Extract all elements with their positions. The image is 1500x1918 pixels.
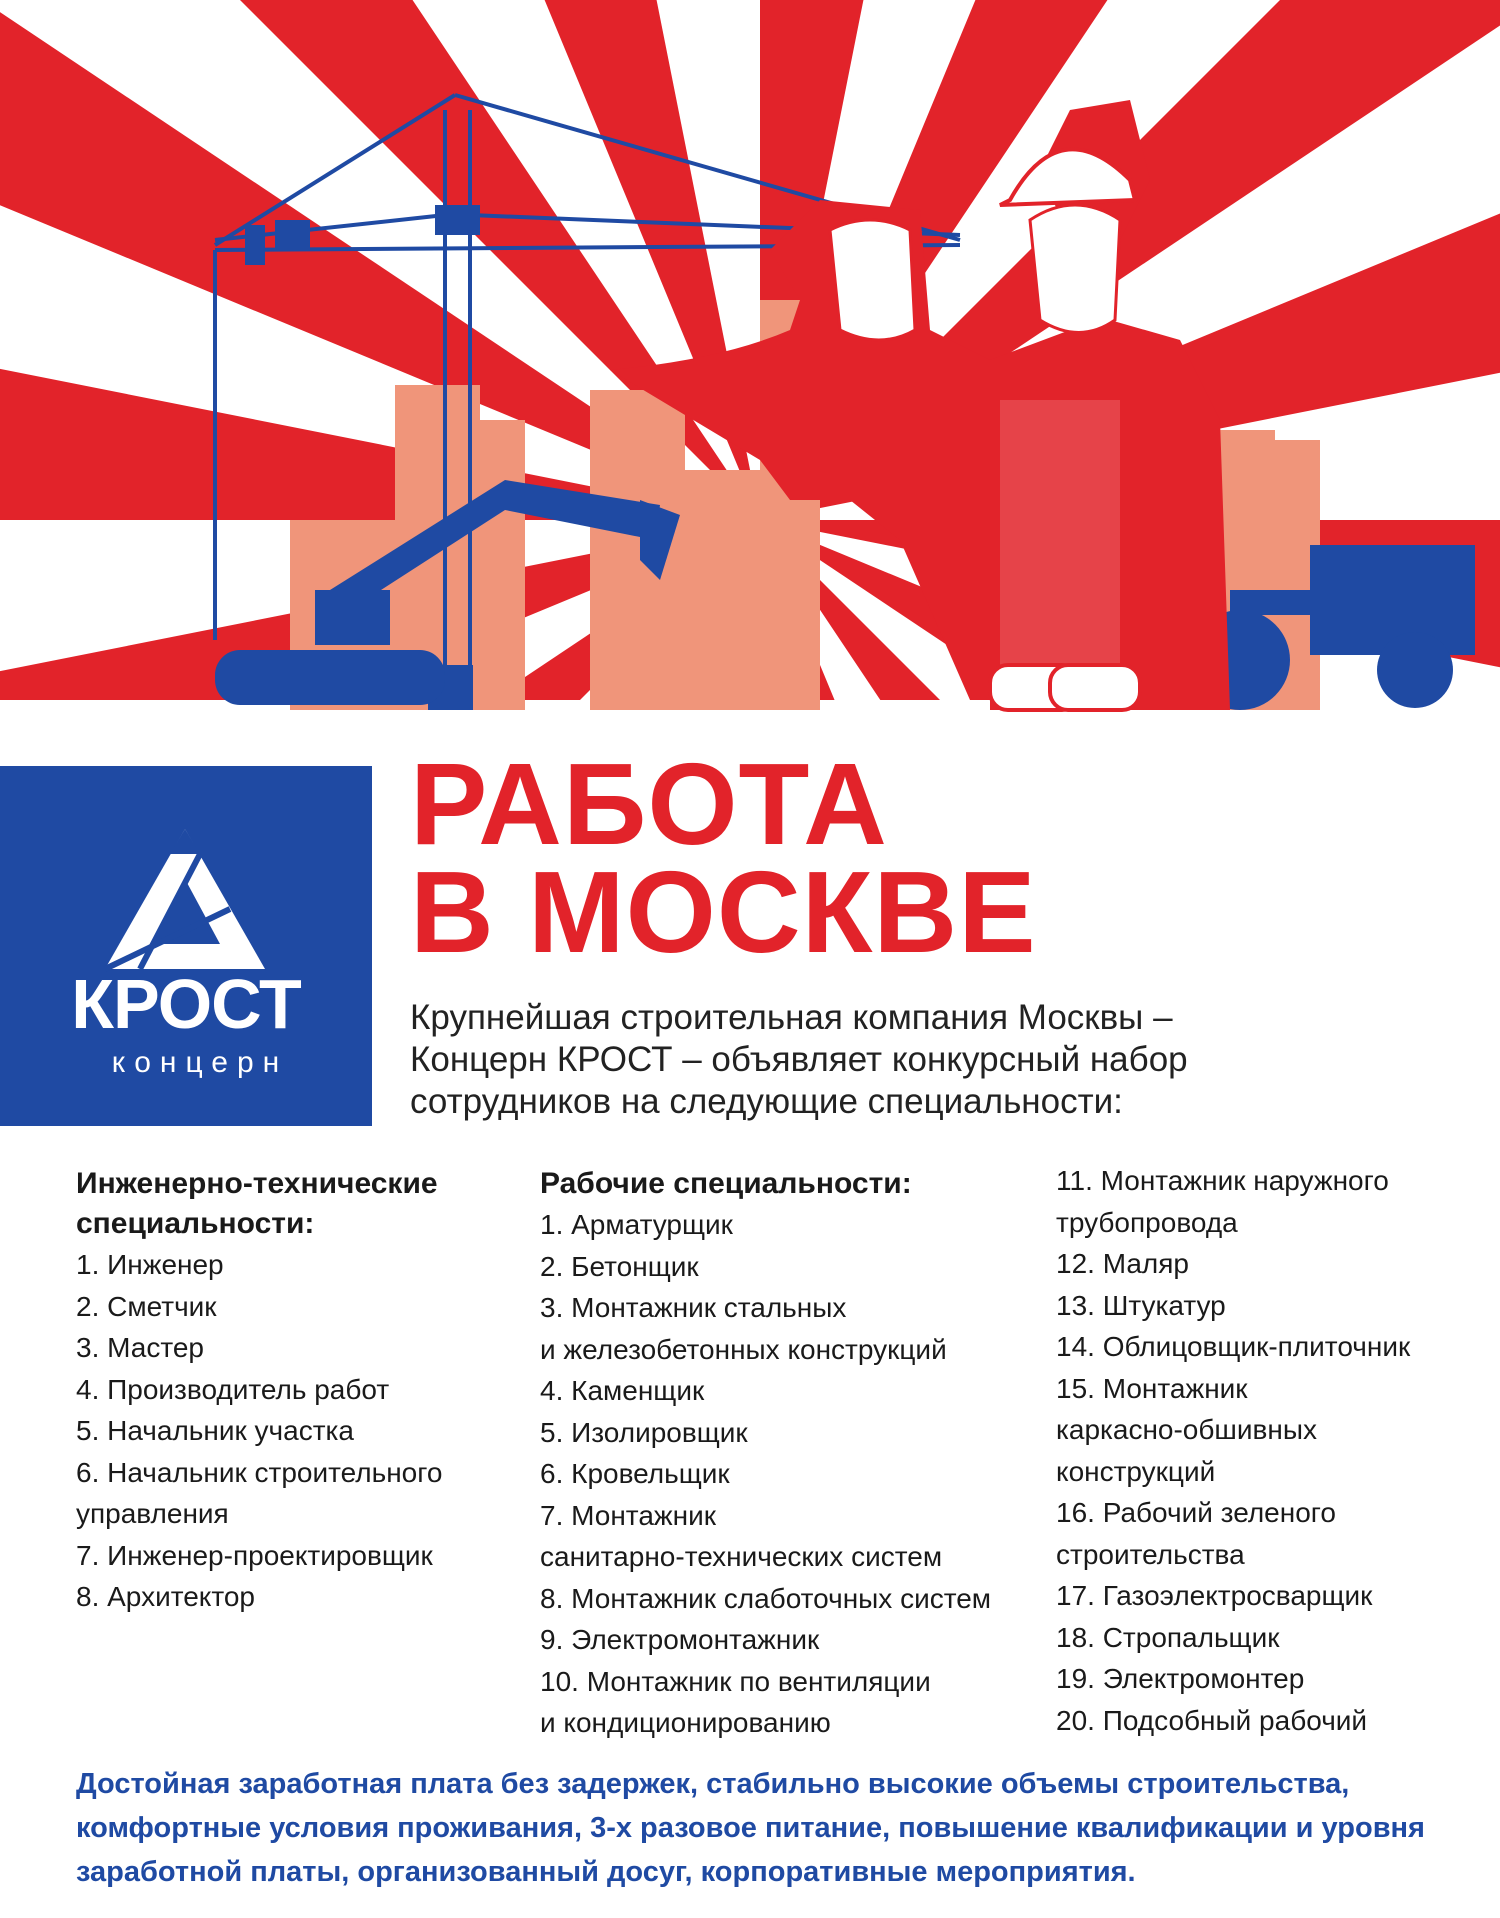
list-item: 20. Подсобный рабочий <box>1056 1704 1368 1736</box>
intro-line-2: Концерн КРОСТ – объявляет конкурсный набор <box>410 1040 1188 1079</box>
benefits-text <box>76 1762 1476 1894</box>
list-item: 5. Изолировщик <box>540 1416 748 1448</box>
list-item: каркасно-обшивных <box>1056 1414 1317 1445</box>
engineering-list <box>76 1164 442 1618</box>
list-item: 7. Монтажник <box>540 1499 716 1531</box>
list-item: 4. Производитель работ <box>76 1373 390 1405</box>
list-item: 13. Штукатур <box>1056 1289 1226 1321</box>
list-item: строительства <box>1056 1538 1245 1570</box>
list-item: трубопровода <box>1056 1206 1238 1238</box>
engineering-title-2: специальности: <box>76 1207 315 1240</box>
list-item: 6. Кровельщик <box>540 1458 730 1489</box>
list-item: 5. Начальник участка <box>76 1415 354 1446</box>
intro-line-3: сотрудников на следующие специальности: <box>410 1082 1123 1121</box>
list-item: конструкций <box>1056 1455 1216 1487</box>
benefits-line-3: заработной платы, организованный досуг, корпоративные мероприятия. <box>76 1856 1136 1888</box>
list-item: и кондиционированию <box>540 1707 831 1738</box>
list-item: 18. Стропальщик <box>1056 1621 1280 1653</box>
list-item: 1. Арматурщик <box>540 1209 733 1240</box>
list-item: 10. Монтажник по вентиляции <box>540 1665 931 1697</box>
list-item: 8. Монтажник слаботочных систем <box>540 1582 992 1614</box>
logo-subtitle: концерн <box>111 1046 289 1079</box>
list-item: 4. Каменщик <box>540 1375 705 1406</box>
intro-text <box>410 997 1460 1123</box>
list-item: 15. Монтажник <box>1056 1372 1248 1404</box>
kros-logo-triangle-icon <box>100 824 270 974</box>
list-item: 3. Монтажник стальных <box>540 1292 847 1323</box>
list-item: 17. Газоэлектросварщик <box>1056 1580 1373 1611</box>
list-item: 6. Начальник строительного <box>76 1456 443 1488</box>
intro-line-1: Крупнейшая строительная компания Москвы – <box>410 998 1173 1037</box>
list-item: санитарно-технических систем <box>540 1541 943 1572</box>
headline <box>410 739 1037 977</box>
list-item: 11. Монтажник наружного <box>1056 1165 1389 1196</box>
logo-name: КРОСТ <box>71 965 301 1043</box>
list-item: 14. Облицовщик-плиточник <box>1056 1331 1411 1362</box>
list-item: 7. Инженер-проектировщик <box>76 1539 433 1571</box>
list-item: управления <box>76 1498 229 1529</box>
list-item: 9. Электромонтажник <box>540 1624 820 1655</box>
logo-panel <box>0 766 372 1126</box>
list-item: 2. Сметчик <box>76 1290 217 1322</box>
engineering-title: Инженерно-технические <box>76 1167 438 1200</box>
list-item: 3. Мастер <box>76 1332 204 1363</box>
headline-line-1: РАБОТА <box>410 739 888 869</box>
workers-title: Рабочие специальности: <box>540 1167 912 1200</box>
hero-illustration <box>0 0 1500 720</box>
headline-line-2: В МОСКВЕ <box>410 847 1037 977</box>
list-item: 1. Инженер <box>76 1249 224 1280</box>
list-item: 19. Электромонтер <box>1056 1663 1305 1694</box>
list-item: 8. Архитектор <box>76 1581 256 1612</box>
list-item: 12. Маляр <box>1056 1248 1189 1279</box>
list-item: и железобетонных конструкций <box>540 1333 947 1365</box>
workers-list-continued <box>1056 1160 1410 1741</box>
list-item: 2. Бетонщик <box>540 1250 699 1282</box>
workers-list <box>540 1164 991 1744</box>
list-item: 16. Рабочий зеленого <box>1056 1497 1336 1528</box>
benefits-line-2: комфортные условия проживания, 3-х разовое питание, повышение квалификации и уровня <box>76 1812 1425 1844</box>
benefits-line-1: Достойная заработная плата без задержек, стабильно высокие объемы строительства, <box>76 1768 1350 1800</box>
